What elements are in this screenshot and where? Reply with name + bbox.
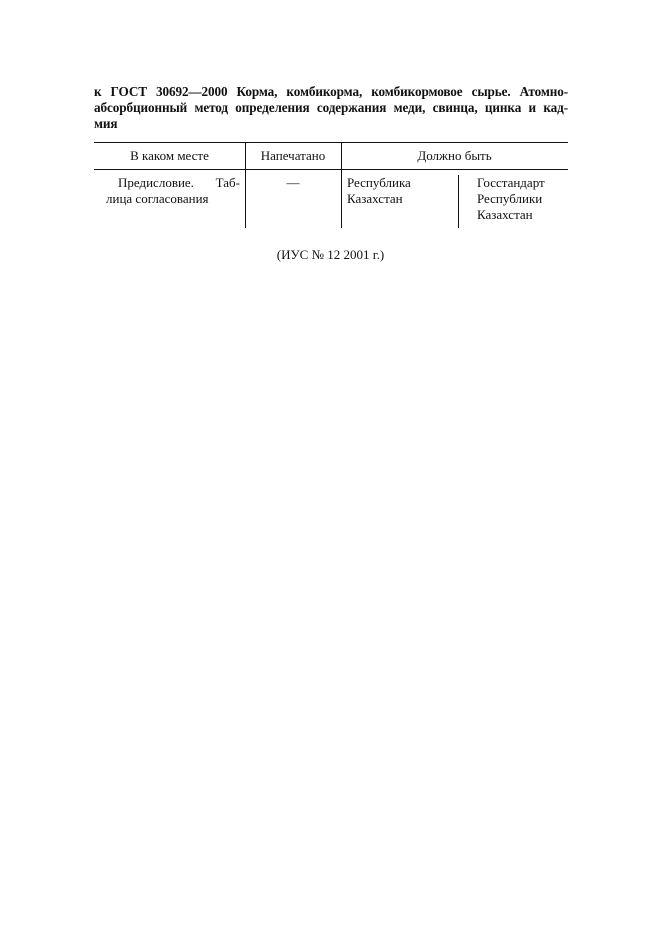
cell-should-be-col1-line-1: Республика [347,175,411,190]
source-reference: (ИУС № 12 2001 г.) [276,247,385,262]
cell-should-be-col2-line-3: Казахстан [477,207,533,222]
table-top-rule [94,142,568,143]
cell-place-line-1: Предисловие. Таб- [118,175,240,190]
cell-should-be-col2-line-2: Республики [477,191,543,206]
heading-line-2: абсорбционный метод определения содержания меди, свинца, цинка и кад- [94,100,568,115]
amendment-heading [94,84,568,132]
corrections-table [94,142,568,228]
table-header-rule [94,169,568,170]
column-divider-3 [458,175,459,228]
heading-line-1: к ГОСТ 30692—2000 Корма, комбикорма, комбикормовое сырье. Атомно- [94,84,568,99]
header-place: В каком месте [130,148,209,163]
cell-place-line-2: лица согласования [106,191,209,206]
cell-should-be-col1 [347,175,455,207]
header-should-be: Должно быть [417,148,492,163]
cell-should-be-col2-line-1: Госстандарт [477,175,545,190]
header-printed: Напечатано [260,148,326,163]
cell-place [106,175,240,207]
cell-printed: — [286,175,300,190]
cell-should-be-col2 [477,175,568,223]
cell-should-be-col1-line-2: Казахстан [347,191,403,206]
heading-line-3: мия [94,116,118,131]
